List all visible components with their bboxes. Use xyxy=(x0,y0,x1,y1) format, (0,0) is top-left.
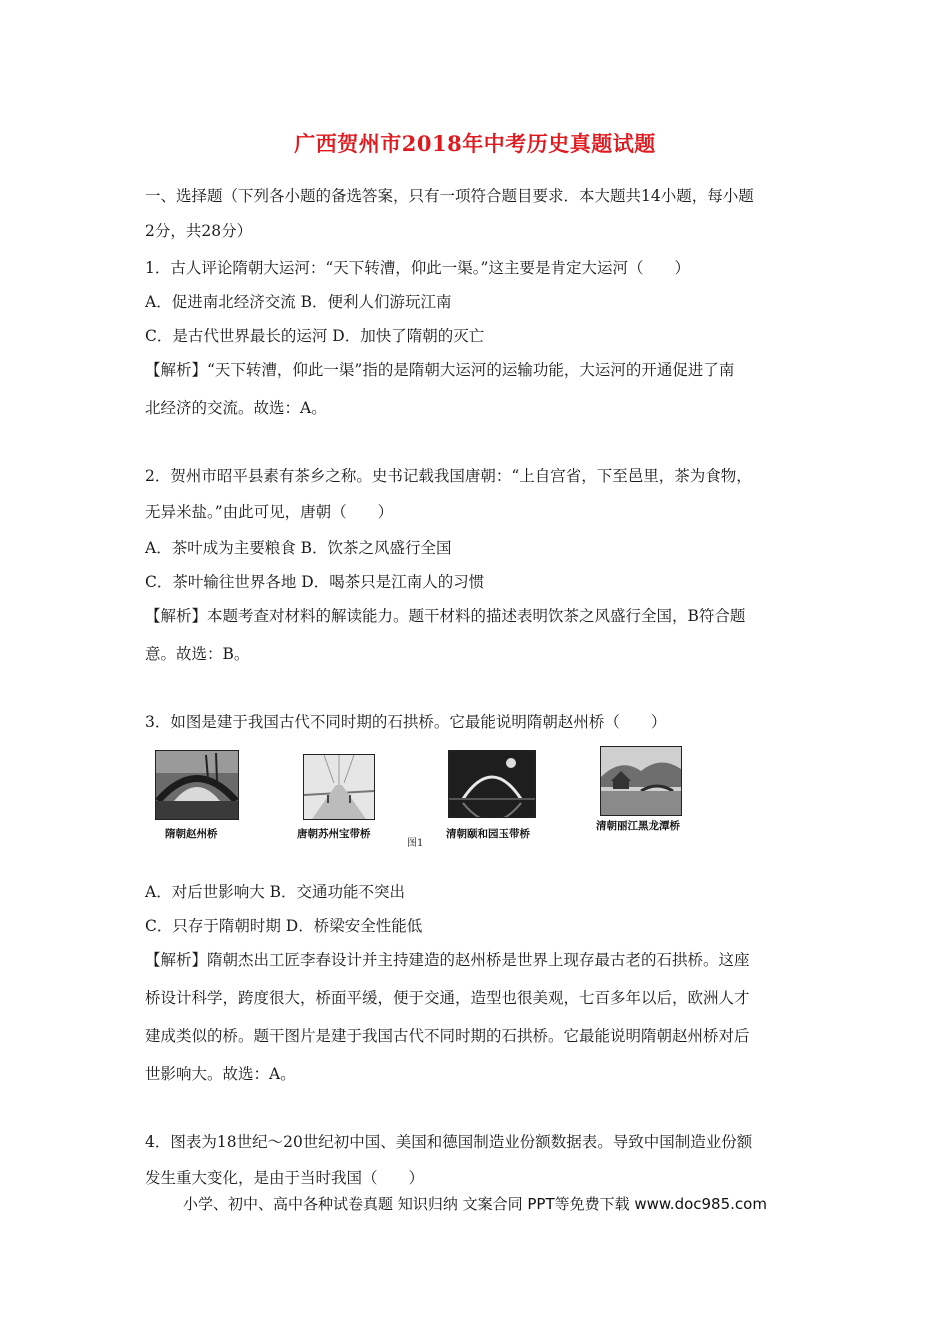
q1-analysis: 【解析】“天下转漕，仰此一渠”指的是隋朝大运河的运输功能，大运河的开通促进了南 xyxy=(145,361,735,379)
q3-analysis-cont-2: 建成类似的桥。题干图片是建于我国古代不同时期的石拱桥。它最能说明隋朝赵州桥对后 xyxy=(145,1027,750,1045)
q1-analysis-cont: 北经济的交流。故选：A。 xyxy=(145,399,327,417)
q3-options-ab: A．对后世影响大 B．交通功能不突出 xyxy=(145,883,406,901)
q3-analysis-cont-1: 桥设计科学，跨度很大，桥面平缓，便于交通，造型也很美观，七百多年以后，欧洲人才 xyxy=(145,989,750,1007)
caption-yudai: 清朝颐和园玉带桥 xyxy=(446,828,530,840)
q3-analysis: 【解析】隋朝杰出工匠李春设计并主持建造的赵州桥是世界上现存最古老的石拱桥。这座 xyxy=(145,951,750,969)
q2-stem-cont: 无异米盐。”由此可见，唐朝（ ） xyxy=(145,503,394,521)
caption-baodai: 唐朝苏州宝带桥 xyxy=(297,828,371,840)
q2-options-ab: A．茶叶成为主要粮食 B．饮茶之风盛行全国 xyxy=(145,539,452,557)
q3-stem: 3．如图是建于我国古代不同时期的石拱桥。它最能说明隋朝赵州桥（ ） xyxy=(145,713,667,731)
bridges-figure xyxy=(145,740,705,860)
page-title: 广西贺州市2018年中考历史真题试题 xyxy=(294,131,656,156)
q2-stem: 2．贺州市昭平县素有茶乡之称。史书记载我国唐朝：“上自宫省，下至邑里，茶为食物， xyxy=(145,467,752,485)
caption-zhaozhou: 隋朝赵州桥 xyxy=(165,828,218,840)
q1-options-cd: C．是古代世界最长的运河 D．加快了隋朝的灭亡 xyxy=(145,327,485,345)
section-heading: 一、选择题（下列各小题的备选答案，只有一项符合题目要求．本大题共14小题，每小题 xyxy=(145,187,754,205)
q1-stem: 1．古人评论隋朝大运河：“天下转漕，仰此一渠。”这主要是肯定大运河（ ） xyxy=(145,259,690,277)
q3-analysis-cont-3: 世影响大。故选：A。 xyxy=(145,1065,296,1083)
section-heading-cont: 2分，共28分） xyxy=(145,222,253,240)
q2-options-cd: C．茶叶输往世界各地 D．喝茶只是江南人的习惯 xyxy=(145,573,485,591)
q3-options-cd: C．只存于隋朝时期 D．桥梁安全性能低 xyxy=(145,917,423,935)
figure-label: 图1 xyxy=(407,838,424,849)
q2-analysis: 【解析】本题考查对材料的解读能力。题干材料的描述表明饮茶之风盛行全国，B符合题 xyxy=(145,607,746,625)
zhaozhou-bridge-image xyxy=(155,750,239,820)
q1-options-ab: A．促进南北经济交流 B．便利人们游玩江南 xyxy=(145,293,452,311)
q2-analysis-cont: 意。故选：B。 xyxy=(145,645,250,663)
yudai-bridge-image xyxy=(448,750,536,818)
q4-stem: 4．图表为18世纪～20世纪初中国、美国和德国制造业份额数据表。导致中国制造业份额 xyxy=(145,1133,753,1151)
caption-heilongtan: 清朝丽江黑龙潭桥 xyxy=(596,820,680,832)
page-footer: 小学、初中、高中各种试卷真题 知识归纳 文案合同 PPT等免费下载 www.doc985.com xyxy=(183,1195,767,1213)
baodai-bridge-image xyxy=(303,754,375,820)
q4-stem-cont: 发生重大变化，是由于当时我国（ ） xyxy=(145,1169,425,1187)
heilongtan-bridge-image xyxy=(600,746,682,816)
